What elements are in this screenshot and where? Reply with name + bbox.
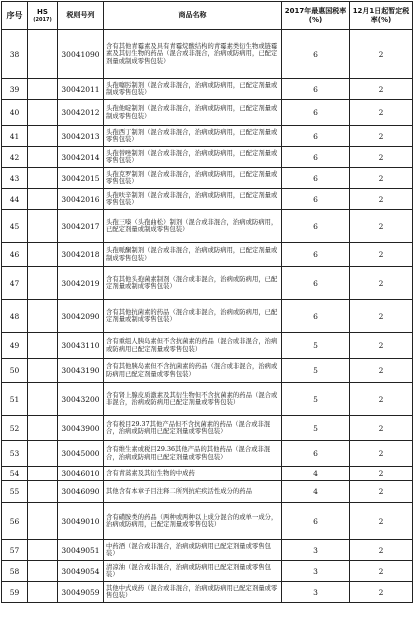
row-new-rate: 2 [350, 126, 413, 147]
row-tax-code: 30049051 [58, 540, 104, 561]
row-product-name: 含有青蒿素及其衍生物的中成药 [104, 467, 282, 481]
table-row [2, 126, 413, 147]
table-body [2, 30, 413, 603]
table-row [2, 267, 413, 300]
row-seq: 52 [2, 416, 28, 441]
table-row [2, 503, 413, 540]
row-tax-code: 30043900 [58, 416, 104, 441]
row-seq: 43 [2, 168, 28, 189]
row-seq: 44 [2, 189, 28, 210]
row-tax-code: 30043110 [58, 333, 104, 359]
row-mfn-rate: 3 [282, 540, 350, 561]
row-new-rate: 2 [350, 168, 413, 189]
table-row [2, 582, 413, 603]
row-hs-code [28, 561, 58, 582]
row-hs-code [28, 126, 58, 147]
row-product-name: 头孢西丁制剂（混合或非混合，治病或防病用，已配定剂量或零售包装） [104, 126, 282, 147]
row-mfn-rate: 5 [282, 383, 350, 416]
row-new-rate: 2 [350, 359, 413, 383]
row-product-name: 含有重组人胰岛素但不含抗菌素的药品（混合或非混合，治病或防病用已配定剂量或零售包装） [104, 333, 282, 359]
header-mfn-rate: 2017年最惠国税率(%) [282, 2, 350, 30]
row-seq: 51 [2, 383, 28, 416]
row-new-rate: 2 [350, 416, 413, 441]
row-seq: 50 [2, 359, 28, 383]
row-tax-code: 30042019 [58, 267, 104, 300]
row-product-name: 头孢三嗪（头孢曲松）制剂（混合或非混合，治病或防病用，已配定剂量或制成零售包装） [104, 210, 282, 243]
row-product-name: 含有其他头孢菌素制剂（混合或非混合，治病或防病用，已配定剂量或制成零售包装） [104, 267, 282, 300]
row-mfn-rate: 6 [282, 168, 350, 189]
table-row [2, 467, 413, 481]
row-mfn-rate: 5 [282, 359, 350, 383]
row-tax-code: 30049059 [58, 582, 104, 603]
row-tax-code: 30042013 [58, 126, 104, 147]
row-new-rate: 2 [350, 467, 413, 481]
row-mfn-rate: 5 [282, 416, 350, 441]
table-row [2, 30, 413, 79]
table-row [2, 79, 413, 100]
row-hs-code [28, 243, 58, 267]
header-hs-code [28, 2, 58, 30]
row-seq: 38 [2, 30, 28, 79]
row-seq: 53 [2, 441, 28, 467]
row-hs-code [28, 503, 58, 540]
row-hs-code [28, 467, 58, 481]
row-hs-code [28, 79, 58, 100]
row-hs-code [28, 481, 58, 503]
row-product-name: 含有税目29.37其他产品但不含抗菌素的药品（混合或非混合，治病或防病用已配定剂量或零售包装） [104, 416, 282, 441]
row-new-rate: 2 [350, 333, 413, 359]
row-hs-code [28, 540, 58, 561]
row-tax-code: 30046010 [58, 467, 104, 481]
row-tax-code: 30046090 [58, 481, 104, 503]
row-tax-code: 30042014 [58, 147, 104, 168]
table-row [2, 243, 413, 267]
row-mfn-rate: 3 [282, 582, 350, 603]
row-product-name: 含有其他青霉素及具有青霉烷酸结构的青霉素类衍生物或链霉素及其衍生物的药品（混合或非混合，治病或防病用，已配定剂量或制成零售包装） [104, 30, 282, 79]
row-product-name: 头孢他啶制剂（混合或非混合，治病或防病用，已配定剂量或制成零售包装） [104, 100, 282, 126]
row-mfn-rate: 6 [282, 300, 350, 333]
row-tax-code: 30042016 [58, 189, 104, 210]
table-row [2, 383, 413, 416]
row-hs-code [28, 267, 58, 300]
row-mfn-rate: 6 [282, 126, 350, 147]
table-row [2, 168, 413, 189]
row-mfn-rate: 6 [282, 30, 350, 79]
row-hs-code [28, 441, 58, 467]
row-new-rate: 2 [350, 147, 413, 168]
row-tax-code: 30043200 [58, 383, 104, 416]
row-hs-code [28, 359, 58, 383]
row-product-name: 头孢哌酮制剂（混合或非混合，治病或防病用，已配定剂量或制成零售包装） [104, 243, 282, 267]
row-mfn-rate: 3 [282, 561, 350, 582]
row-hs-code [28, 189, 58, 210]
row-mfn-rate: 5 [282, 333, 350, 359]
row-tax-code: 30042090 [58, 300, 104, 333]
row-product-name: 含有维生素或税目29.36其他产品的其他药品（混合或非混合，治病或防病用已配定剂量或零售包装） [104, 441, 282, 467]
row-seq: 56 [2, 503, 28, 540]
row-product-name: 清凉油（混合或非混合，治病或防病用已配定剂量或零售包装） [104, 561, 282, 582]
row-seq: 48 [2, 300, 28, 333]
row-product-name: 含有其他胰岛素但不含抗菌素的药品（混合或非混合，治病或防病用已配定剂量或零售包装） [104, 359, 282, 383]
row-hs-code [28, 383, 58, 416]
header-seq: 序号 [2, 2, 28, 30]
row-new-rate: 2 [350, 383, 413, 416]
table-row [2, 333, 413, 359]
header-new-rate: 12月1日起暂定税率(%) [350, 2, 413, 30]
row-seq: 49 [2, 333, 28, 359]
table-header-row [2, 2, 413, 30]
tariff-table [1, 1, 413, 603]
row-tax-code: 30042012 [58, 100, 104, 126]
table-row [2, 561, 413, 582]
row-new-rate: 2 [350, 441, 413, 467]
table-row [2, 300, 413, 333]
row-mfn-rate: 4 [282, 467, 350, 481]
row-new-rate: 2 [350, 300, 413, 333]
row-seq: 42 [2, 147, 28, 168]
row-mfn-rate: 4 [282, 481, 350, 503]
row-seq: 57 [2, 540, 28, 561]
row-new-rate: 2 [350, 243, 413, 267]
row-tax-code: 30042011 [58, 79, 104, 100]
row-hs-code [28, 168, 58, 189]
row-tax-code: 30042015 [58, 168, 104, 189]
row-seq: 47 [2, 267, 28, 300]
row-mfn-rate: 6 [282, 210, 350, 243]
row-product-name: 含有其他抗菌素的药品（混合或非混合，治病或防病用，已配定剂量或制成零售包装） [104, 300, 282, 333]
row-new-rate: 2 [350, 30, 413, 79]
row-seq: 46 [2, 243, 28, 267]
row-new-rate: 2 [350, 582, 413, 603]
table-row [2, 481, 413, 503]
row-product-name: 其他中式成药（混合或非混合，治病或防病用已配定剂量或零售包装） [104, 582, 282, 603]
header-hs-code-main: HS [37, 8, 48, 16]
row-hs-code [28, 416, 58, 441]
row-seq: 39 [2, 79, 28, 100]
row-seq: 45 [2, 210, 28, 243]
row-mfn-rate: 6 [282, 267, 350, 300]
table-row [2, 359, 413, 383]
row-mfn-rate: 6 [282, 441, 350, 467]
row-hs-code [28, 582, 58, 603]
row-hs-code [28, 100, 58, 126]
row-seq: 41 [2, 126, 28, 147]
row-mfn-rate: 6 [282, 100, 350, 126]
row-product-name: 头孢替唑制剂（混合或非混合，治病或防病用，已配定剂量或零售包装） [104, 147, 282, 168]
row-product-name: 头孢克罗制剂（混合或非混合，治病或防病用，已配定剂量或零售包装） [104, 168, 282, 189]
row-seq: 40 [2, 100, 28, 126]
row-product-name: 头孢噻肟制剂（混合或非混合，治病或防病用，已配定剂量或制成零售包装） [104, 79, 282, 100]
row-hs-code [28, 333, 58, 359]
row-tax-code: 30042017 [58, 210, 104, 243]
row-new-rate: 2 [350, 100, 413, 126]
row-new-rate: 2 [350, 210, 413, 243]
row-new-rate: 2 [350, 561, 413, 582]
table-row [2, 210, 413, 243]
row-new-rate: 2 [350, 267, 413, 300]
row-new-rate: 2 [350, 79, 413, 100]
row-product-name: 含有磺胺类的药品（两种或两种以上成分混合的或单一成分，治病或防病用，已配定剂量或零售包装） [104, 503, 282, 540]
row-seq: 55 [2, 481, 28, 503]
row-tax-code: 30042018 [58, 243, 104, 267]
row-seq: 54 [2, 467, 28, 481]
row-mfn-rate: 6 [282, 79, 350, 100]
row-product-name: 含有肾上腺皮质激素及其衍生物但不含抗菌素的药品（混合或非混合，治病或防病用已配定剂量或零售包装） [104, 383, 282, 416]
row-tax-code: 30043190 [58, 359, 104, 383]
row-new-rate: 2 [350, 540, 413, 561]
row-seq: 59 [2, 582, 28, 603]
header-product-name: 商品名称 [104, 2, 282, 30]
row-mfn-rate: 6 [282, 243, 350, 267]
header-hs-code-sub: (2017) [33, 17, 52, 23]
table-row [2, 416, 413, 441]
row-seq: 58 [2, 561, 28, 582]
table-row [2, 441, 413, 467]
row-hs-code [28, 210, 58, 243]
table-row [2, 540, 413, 561]
row-tax-code: 30049010 [58, 503, 104, 540]
header-tax-code: 税则号列 [58, 2, 104, 30]
row-new-rate: 2 [350, 481, 413, 503]
row-hs-code [28, 300, 58, 333]
table-row [2, 147, 413, 168]
row-hs-code [28, 147, 58, 168]
row-tax-code: 30045000 [58, 441, 104, 467]
row-mfn-rate: 6 [282, 147, 350, 168]
row-product-name: 其他含有本章子目注释二所列抗疟疾活性成分的药品 [104, 481, 282, 503]
row-product-name: 中药酒（混合或非混合，治病或防病用已配定剂量或零售包装） [104, 540, 282, 561]
row-mfn-rate: 6 [282, 503, 350, 540]
table-row [2, 100, 413, 126]
row-new-rate: 2 [350, 503, 413, 540]
row-tax-code: 30049054 [58, 561, 104, 582]
table-row [2, 189, 413, 210]
row-new-rate: 2 [350, 189, 413, 210]
row-mfn-rate: 6 [282, 189, 350, 210]
row-hs-code [28, 30, 58, 79]
row-tax-code: 30041090 [58, 30, 104, 79]
row-product-name: 头孢呋辛制剂（混合或非混合，治病或防病用，已配定剂量或零售包装） [104, 189, 282, 210]
